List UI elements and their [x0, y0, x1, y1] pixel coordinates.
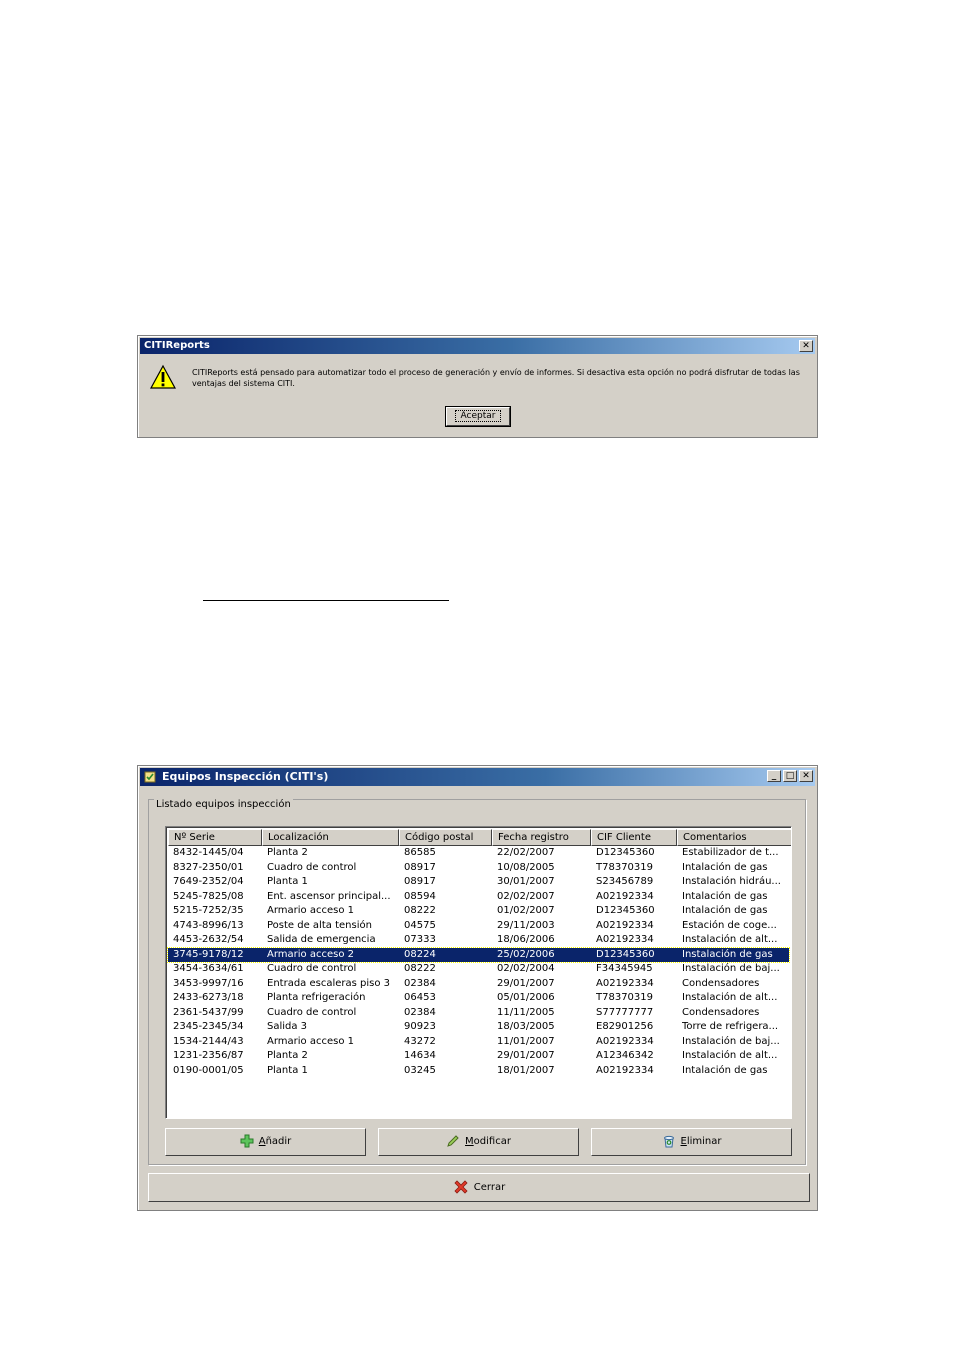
maximize-button[interactable]: □ — [783, 770, 797, 782]
table-cell: Planta 2 — [267, 1050, 308, 1061]
table-row[interactable] — [168, 875, 789, 890]
close-button[interactable] — [148, 1173, 810, 1202]
table-cell: 29/01/2007 — [497, 1050, 555, 1061]
table-cell: Instalación hidráu... — [682, 876, 781, 887]
list-header — [168, 829, 789, 846]
table-cell: 2345-2345/34 — [173, 1021, 244, 1032]
table-cell: D12345360 — [596, 948, 655, 960]
table-cell: T78370319 — [596, 992, 654, 1003]
table-row[interactable] — [168, 1049, 789, 1064]
table-cell: 18/01/2007 — [497, 1064, 555, 1076]
table-cell: Intalación de gas — [682, 890, 768, 902]
group-label: Listado equipos inspección — [156, 799, 291, 810]
edit-button[interactable] — [378, 1128, 579, 1156]
table-cell: 86585 — [404, 847, 436, 858]
table-cell: Instalación de alt... — [682, 934, 778, 945]
table-cell: 18/03/2005 — [497, 1021, 555, 1032]
table-cell: 5215-7252/35 — [173, 905, 244, 916]
table-cell: Estación de coge... — [682, 919, 777, 931]
table-cell: 05/01/2006 — [497, 992, 555, 1003]
plus-icon — [240, 1134, 254, 1148]
table-cell: Condensadores — [682, 977, 760, 989]
table-cell: Intalación de gas — [682, 861, 768, 873]
table-cell: Planta refrigeración — [267, 992, 366, 1003]
table-cell: Instalación de gas — [682, 948, 773, 960]
delete-button[interactable] — [591, 1128, 792, 1156]
table-cell: 3745-9178/12 — [173, 948, 244, 960]
accept-button-label: Aceptar — [455, 410, 502, 422]
table-cell: 03245 — [404, 1064, 436, 1076]
add-button-label: ñadir — [265, 1136, 292, 1147]
table-cell: Planta 1 — [267, 1064, 308, 1076]
table-cell: 18/06/2006 — [497, 934, 555, 945]
table-cell: D12345360 — [596, 847, 655, 858]
column-header[interactable]: CIF Cliente — [591, 829, 677, 846]
table-row[interactable] — [168, 846, 789, 861]
column-header[interactable]: Comentarios — [677, 829, 792, 846]
underline-rule — [203, 600, 449, 601]
table-cell: T78370319 — [596, 861, 654, 873]
table-cell: Instalación de baj... — [682, 1035, 780, 1047]
table-row[interactable] — [168, 977, 789, 992]
edit-button-label: odificar — [473, 1136, 511, 1147]
close-button-label: Cerrar — [473, 1182, 506, 1193]
table-cell: D12345360 — [596, 905, 655, 916]
table-cell: S23456789 — [596, 876, 654, 887]
close-window-button[interactable]: ✕ — [799, 770, 813, 782]
table-cell: 3453-9997/16 — [173, 977, 244, 989]
table-cell: 08917 — [404, 861, 436, 873]
table-cell: 2433-6273/18 — [173, 992, 244, 1003]
recycle-bin-icon — [662, 1134, 676, 1148]
delete-button-label: liminar — [686, 1136, 722, 1147]
table-cell: Cuadro de control — [267, 1006, 357, 1018]
table-row[interactable] — [168, 890, 789, 905]
close-button[interactable]: ✕ — [799, 340, 813, 352]
table-cell: 02384 — [404, 1006, 436, 1018]
table-row[interactable] — [168, 1064, 789, 1079]
table-cell: Intalación de gas — [682, 905, 768, 916]
table-cell: 1231-2356/87 — [173, 1050, 244, 1061]
table-cell: 22/02/2007 — [497, 847, 555, 858]
table-cell: Torre de refrigera... — [682, 1021, 779, 1032]
table-cell: Instalación de baj... — [682, 963, 780, 974]
table-cell: 08917 — [404, 876, 436, 887]
add-button[interactable] — [165, 1128, 366, 1156]
delete-button-accel: E — [680, 1136, 687, 1147]
table-cell: 07333 — [404, 934, 436, 945]
table-cell: Salida 3 — [267, 1021, 308, 1032]
table-cell: 43272 — [404, 1035, 436, 1047]
red-x-icon — [453, 1179, 469, 1195]
table-cell: 90923 — [404, 1021, 436, 1032]
minimize-button[interactable]: _ — [767, 770, 781, 782]
table-cell: A02192334 — [596, 934, 654, 945]
table-cell: A12346342 — [596, 1050, 654, 1061]
table-cell: 8327-2350/01 — [173, 861, 244, 873]
window-title: Equipos Inspección (CITI's) — [162, 770, 329, 783]
table-cell: A02192334 — [596, 890, 654, 902]
table-cell: 4743-8996/13 — [173, 919, 244, 931]
table-cell: 08222 — [404, 905, 436, 916]
dialog-message: CITIReports está pensado para automatizar todo el proceso de generación y envío de informes. Si desactiva esta opción no podrá disfrutar de todas las ventajas del sistema CITI. — [192, 368, 800, 388]
table-row[interactable] — [168, 1035, 789, 1050]
dialog-title-bar[interactable] — [140, 338, 815, 354]
table-cell: 7649-2352/04 — [173, 876, 244, 887]
table-cell: E82901256 — [596, 1021, 654, 1032]
table-cell: 1534-2144/43 — [173, 1035, 244, 1047]
table-row[interactable] — [168, 933, 789, 948]
table-cell: 06453 — [404, 992, 436, 1003]
table-cell: 11/01/2007 — [497, 1035, 555, 1047]
table-cell: 08222 — [404, 963, 436, 974]
table-cell: 4453-2632/54 — [173, 934, 244, 945]
edit-button-accel: M — [465, 1136, 474, 1147]
table-cell: Estabilizador de t... — [682, 847, 779, 858]
table-cell: Planta 1 — [267, 876, 308, 887]
table-row-selected[interactable] — [168, 948, 789, 963]
table-row[interactable] — [168, 904, 789, 919]
table-cell: 8432-1445/04 — [173, 847, 244, 858]
table-row[interactable] — [168, 861, 789, 876]
table-cell: Cuadro de control — [267, 861, 357, 873]
column-header[interactable]: Nº Serie — [168, 829, 262, 846]
table-cell: 25/02/2006 — [497, 948, 555, 960]
table-cell: Instalación de alt... — [682, 992, 778, 1003]
table-cell: A02192334 — [596, 1064, 654, 1076]
table-cell: Armario acceso 1 — [267, 1035, 354, 1047]
pencil-icon — [446, 1134, 460, 1148]
table-cell: 02384 — [404, 977, 436, 989]
table-cell: 30/01/2007 — [497, 876, 555, 887]
column-header[interactable]: Localización — [262, 829, 399, 846]
table-row[interactable] — [168, 919, 789, 934]
table-cell: S77777777 — [596, 1006, 654, 1018]
table-cell: Salida de emergencia — [267, 934, 376, 945]
table-cell: 08224 — [404, 948, 436, 960]
column-header[interactable]: Fecha registro — [492, 829, 591, 846]
table-cell: Armario acceso 1 — [267, 905, 354, 916]
add-button-accel: A — [258, 1136, 266, 1147]
table-cell: 0190-0001/05 — [173, 1064, 244, 1076]
window-title-bar[interactable] — [140, 768, 815, 786]
table-row[interactable] — [168, 1020, 789, 1035]
accept-button[interactable] — [446, 407, 510, 426]
table-cell: F34345945 — [596, 963, 653, 974]
table-cell: 29/01/2007 — [497, 977, 555, 989]
table-cell: A02192334 — [596, 977, 654, 989]
table-row[interactable] — [168, 1006, 789, 1021]
table-cell: A02192334 — [596, 919, 654, 931]
table-cell: 11/11/2005 — [497, 1006, 555, 1018]
table-cell: 02/02/2004 — [497, 963, 555, 974]
column-header[interactable]: Código postal — [399, 829, 492, 846]
equipment-list-view[interactable] — [165, 826, 792, 1119]
table-row[interactable] — [168, 962, 789, 977]
citireports-message-dialog — [137, 335, 818, 438]
warning-icon — [150, 364, 176, 390]
list-rows — [168, 846, 789, 1078]
table-cell: Cuadro de control — [267, 963, 357, 974]
table-cell: 02/02/2007 — [497, 890, 555, 902]
table-cell: 5245-7825/08 — [173, 890, 244, 902]
table-cell: Entrada escaleras piso 3 — [267, 977, 391, 989]
table-cell: 01/02/2007 — [497, 905, 555, 916]
table-cell: Intalación de gas — [682, 1064, 768, 1076]
dialog-title: CITIReports — [144, 340, 210, 351]
table-cell: A02192334 — [596, 1035, 654, 1047]
table-cell: Instalación de alt... — [682, 1050, 778, 1061]
table-cell: Ent. ascensor principal... — [267, 890, 391, 902]
table-cell: Condensadores — [682, 1006, 760, 1018]
table-cell: Poste de alta tensión — [267, 919, 372, 931]
equipos-inspeccion-window — [137, 765, 818, 1211]
table-cell: Armario acceso 2 — [267, 948, 354, 960]
table-cell: 2361-5437/99 — [173, 1006, 244, 1018]
table-cell: 10/08/2005 — [497, 861, 555, 873]
table-cell: 14634 — [404, 1050, 436, 1061]
table-cell: Planta 2 — [267, 847, 308, 858]
app-icon — [144, 771, 156, 783]
table-cell: 3454-3634/61 — [173, 963, 244, 974]
table-cell: 29/11/2003 — [497, 919, 555, 931]
table-cell: 08594 — [404, 890, 436, 902]
table-cell: 04575 — [404, 919, 436, 931]
table-row[interactable] — [168, 991, 789, 1006]
